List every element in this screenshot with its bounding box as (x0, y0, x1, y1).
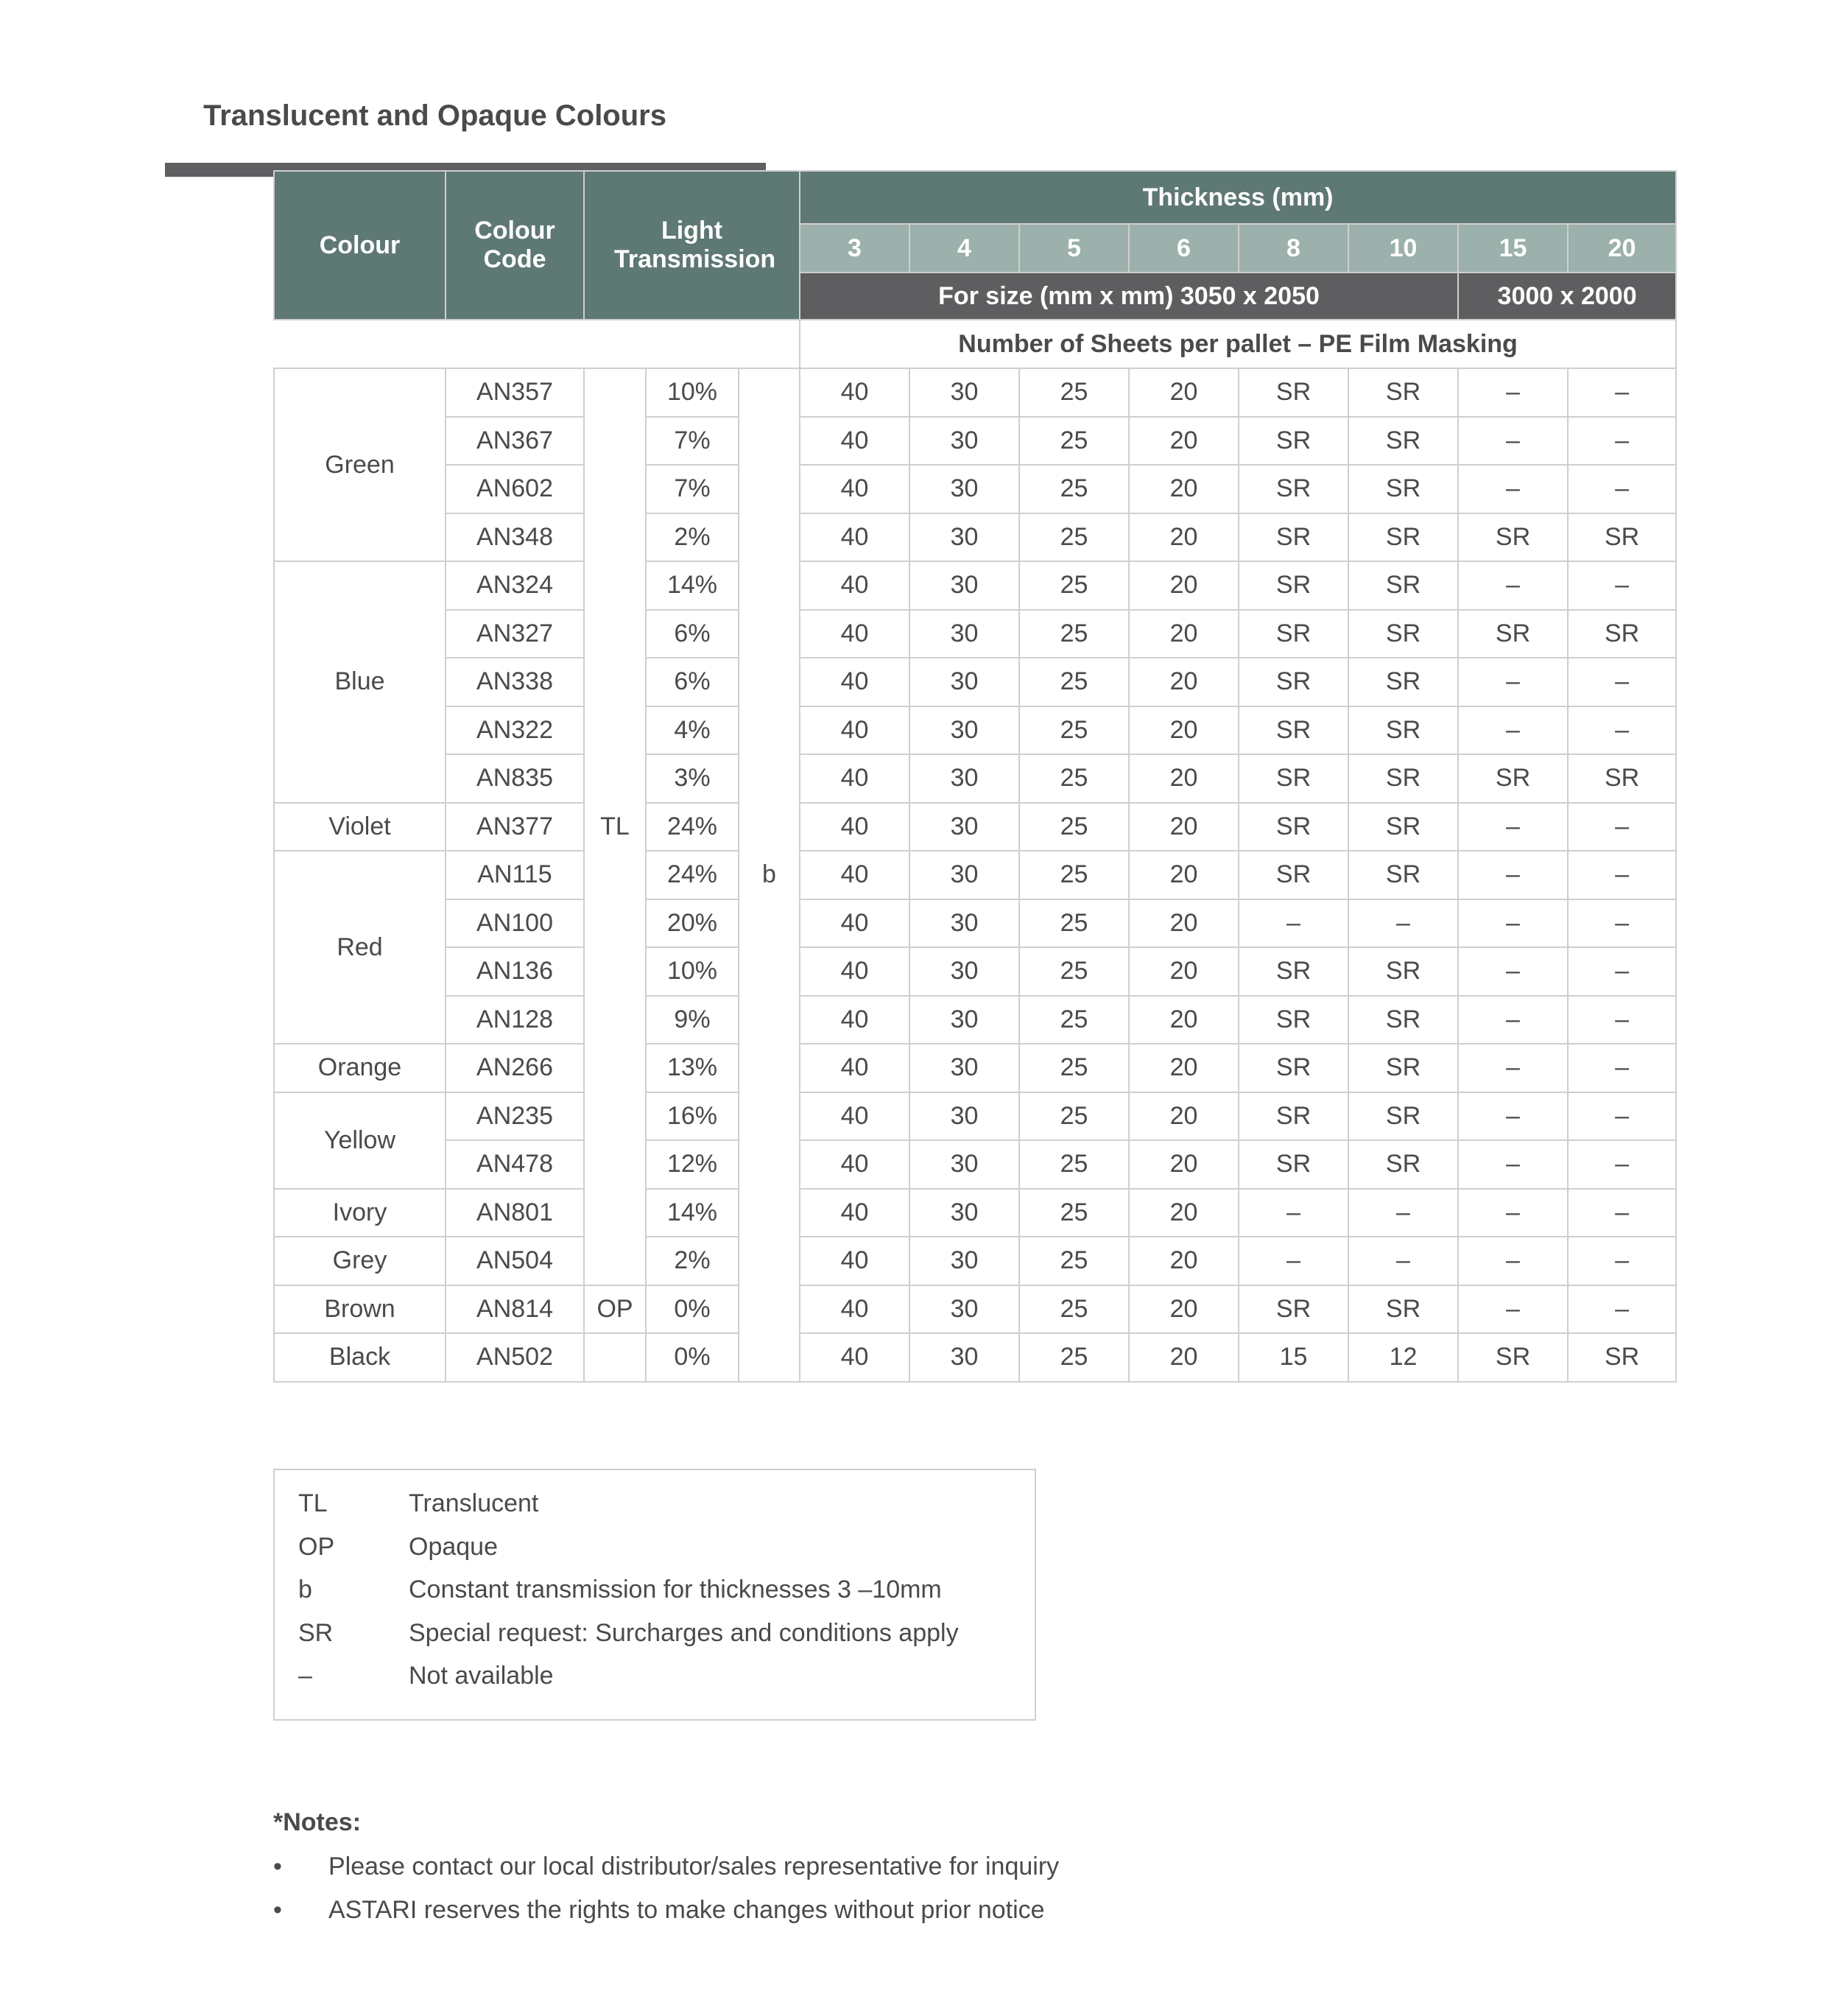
sheets-value-cell: 40 (800, 996, 909, 1044)
sheets-value-cell: SR (1239, 417, 1348, 466)
sheets-value-cell: SR (1458, 610, 1568, 658)
sheets-value-cell: SR (1239, 1092, 1348, 1141)
sheets-value-cell: – (1239, 1237, 1348, 1285)
notes-title: *Notes: (273, 1808, 362, 1836)
colour-code-cell: AN478 (446, 1140, 584, 1189)
sheets-value-cell: – (1458, 851, 1568, 899)
sheets-value-cell: SR (1239, 803, 1348, 851)
thickness-col-8: 8 (1239, 224, 1348, 273)
type-cell-empty (584, 1333, 646, 1382)
light-transmission-cell: 0% (646, 1333, 739, 1382)
table-row (274, 754, 1676, 803)
sheets-value-cell: – (1458, 1189, 1568, 1237)
sheets-value-cell: – (1458, 899, 1568, 948)
sheets-value-cell: SR (1239, 513, 1348, 562)
sheets-value-cell: 20 (1129, 561, 1239, 610)
sheets-value-cell: – (1568, 1285, 1676, 1334)
header-colour: Colour (274, 171, 446, 320)
table-row (274, 1140, 1676, 1189)
table-row (274, 417, 1676, 466)
thickness-col-5: 5 (1019, 224, 1129, 273)
table-row (274, 851, 1676, 899)
sheets-value-cell: 25 (1019, 1237, 1129, 1285)
sheets-value-cell: SR (1239, 658, 1348, 706)
table-row (274, 561, 1676, 610)
sheets-value-cell: – (1458, 1140, 1568, 1189)
legend-desc: Not available (409, 1662, 554, 1690)
header-light-transmission: Light Transmission (584, 171, 800, 320)
legend-row-na (275, 1662, 1035, 1705)
legend-row-op (275, 1533, 1035, 1576)
sheets-value-cell: 30 (909, 658, 1019, 706)
colours-table (273, 170, 1677, 1383)
sheets-value-cell: SR (1348, 1044, 1458, 1092)
size-header-3000x2000: 3000 x 2000 (1458, 273, 1676, 320)
thickness-col-6: 6 (1129, 224, 1239, 273)
sheets-value-cell: 20 (1129, 1189, 1239, 1237)
sheets-value-cell: 30 (909, 947, 1019, 996)
sheets-value-cell: SR (1239, 706, 1348, 755)
sheets-value-cell: 20 (1129, 754, 1239, 803)
sheets-value-cell: – (1458, 996, 1568, 1044)
sheets-per-pallet-header: Number of Sheets per pallet – PE Film Masking (800, 320, 1676, 368)
colour-code-cell: AN128 (446, 996, 584, 1044)
light-transmission-cell: 10% (646, 368, 739, 417)
sheets-value-cell: – (1239, 899, 1348, 948)
sheets-value-cell: – (1458, 465, 1568, 513)
sheets-value-cell: – (1568, 851, 1676, 899)
sheets-value-cell: SR (1348, 996, 1458, 1044)
sheets-value-cell: 20 (1129, 1092, 1239, 1141)
header-colour-code: Colour Code (446, 171, 584, 320)
sheets-value-cell: SR (1239, 996, 1348, 1044)
sheets-value-cell: 30 (909, 899, 1019, 948)
sheets-value-cell: 40 (800, 851, 909, 899)
sheets-value-cell: – (1458, 561, 1568, 610)
sheets-value-cell: 40 (800, 610, 909, 658)
colour-code-cell: AN322 (446, 706, 584, 755)
sheets-value-cell: – (1568, 368, 1676, 417)
sheets-value-cell: 25 (1019, 1333, 1129, 1382)
sheets-value-cell: – (1568, 465, 1676, 513)
sheets-value-cell: 25 (1019, 561, 1129, 610)
sheets-value-cell: SR (1348, 658, 1458, 706)
sheets-value-cell: 40 (800, 899, 909, 948)
sheets-value-cell: 30 (909, 610, 1019, 658)
sheets-value-cell: SR (1239, 851, 1348, 899)
colour-name-cell: Orange (274, 1044, 446, 1092)
colour-name-cell: Ivory (274, 1189, 446, 1237)
sheets-value-cell: – (1568, 561, 1676, 610)
table-row (274, 1333, 1676, 1382)
sheets-value-cell: SR (1458, 1333, 1568, 1382)
sheets-value-cell: – (1458, 417, 1568, 466)
sheets-value-cell: 40 (800, 1044, 909, 1092)
sheets-value-cell: – (1239, 1189, 1348, 1237)
sheets-value-cell: 20 (1129, 1140, 1239, 1189)
sheets-value-cell: 40 (800, 561, 909, 610)
sheets-value-cell: SR (1348, 851, 1458, 899)
colour-name-cell: Green (274, 368, 446, 561)
sheets-value-cell: SR (1348, 368, 1458, 417)
sheets-value-cell: 25 (1019, 803, 1129, 851)
sheets-value-cell: – (1348, 1237, 1458, 1285)
sheets-value-cell: – (1458, 1092, 1568, 1141)
sheets-value-cell: – (1568, 1189, 1676, 1237)
table-row (274, 899, 1676, 948)
legend-desc: Constant transmission for thicknesses 3 –10mm (409, 1576, 942, 1604)
light-transmission-cell: 9% (646, 996, 739, 1044)
sheets-value-cell: 40 (800, 1189, 909, 1237)
sheets-value-cell: SR (1348, 513, 1458, 562)
thickness-col-3: 3 (800, 224, 909, 273)
sheets-value-cell: 40 (800, 513, 909, 562)
light-transmission-cell: 12% (646, 1140, 739, 1189)
sheets-value-cell: – (1458, 1285, 1568, 1334)
sheets-value-cell: 40 (800, 417, 909, 466)
sheets-value-cell: – (1458, 368, 1568, 417)
legend-row-tl (275, 1489, 1035, 1533)
light-transmission-cell: 4% (646, 706, 739, 755)
constant-transmission-cell: b (739, 368, 800, 1382)
legend-box (273, 1469, 1036, 1721)
type-cell-opaque: OP (584, 1285, 646, 1334)
light-transmission-cell: 13% (646, 1044, 739, 1092)
sheets-value-cell: – (1568, 1092, 1676, 1141)
table-row (274, 1092, 1676, 1141)
sheets-value-cell: 25 (1019, 417, 1129, 466)
sheets-value-cell: 20 (1129, 996, 1239, 1044)
sheets-value-cell: 25 (1019, 1285, 1129, 1334)
sheets-value-cell: 20 (1129, 513, 1239, 562)
colour-code-cell: AN502 (446, 1333, 584, 1382)
sheets-value-cell: 25 (1019, 1092, 1129, 1141)
colour-code-cell: AN377 (446, 803, 584, 851)
sheets-value-cell: 30 (909, 368, 1019, 417)
light-transmission-cell: 0% (646, 1285, 739, 1334)
sheets-value-cell: SR (1568, 1333, 1676, 1382)
colour-code-cell: AN504 (446, 1237, 584, 1285)
colour-code-cell: AN136 (446, 947, 584, 996)
sheets-value-cell: 30 (909, 1189, 1019, 1237)
sheets-value-cell: SR (1239, 947, 1348, 996)
colour-name-cell: Black (274, 1333, 446, 1382)
sheets-value-cell: 40 (800, 1333, 909, 1382)
sheets-value-cell: 20 (1129, 417, 1239, 466)
sheets-value-cell: 30 (909, 706, 1019, 755)
sheets-value-cell: 40 (800, 1285, 909, 1334)
sheets-value-cell: SR (1239, 610, 1348, 658)
sheets-value-cell: 30 (909, 1237, 1019, 1285)
table-row (274, 610, 1676, 658)
colour-name-cell: Red (274, 851, 446, 1044)
colour-code-cell: AN348 (446, 513, 584, 562)
sheets-value-cell: SR (1239, 754, 1348, 803)
sheets-value-cell: 30 (909, 754, 1019, 803)
sheets-value-cell: 25 (1019, 947, 1129, 996)
sheets-value-cell: 15 (1239, 1333, 1348, 1382)
light-transmission-cell: 7% (646, 417, 739, 466)
sheets-value-cell: 40 (800, 754, 909, 803)
sheets-value-cell: SR (1568, 754, 1676, 803)
thickness-col-10: 10 (1348, 224, 1458, 273)
table-row (274, 1285, 1676, 1334)
colour-code-cell: AN357 (446, 368, 584, 417)
sheets-value-cell: – (1568, 1044, 1676, 1092)
sheets-value-cell: SR (1348, 1092, 1458, 1141)
sheets-value-cell: SR (1239, 1285, 1348, 1334)
colour-code-cell: AN801 (446, 1189, 584, 1237)
sheets-value-cell: SR (1348, 1140, 1458, 1189)
sheets-value-cell: SR (1348, 417, 1458, 466)
sheets-value-cell: SR (1239, 1140, 1348, 1189)
sheets-value-cell: 30 (909, 1092, 1019, 1141)
colour-code-cell: AN100 (446, 899, 584, 948)
table-row (274, 1189, 1676, 1237)
type-cell-translucent: TL (584, 368, 646, 1285)
colour-name-cell: Brown (274, 1285, 446, 1334)
thickness-col-15: 15 (1458, 224, 1568, 273)
sheets-value-cell: – (1458, 947, 1568, 996)
legend-desc: Opaque (409, 1532, 498, 1561)
legend-key: TL (298, 1489, 328, 1517)
header-thickness: Thickness (mm) (800, 171, 1676, 224)
light-transmission-cell: 6% (646, 658, 739, 706)
sheets-value-cell: 30 (909, 1333, 1019, 1382)
table-row (274, 947, 1676, 996)
sheets-value-cell: 25 (1019, 610, 1129, 658)
sheets-value-cell: – (1568, 417, 1676, 466)
colour-code-cell: AN367 (446, 417, 584, 466)
table-row (274, 513, 1676, 562)
light-transmission-cell: 24% (646, 803, 739, 851)
sheets-value-cell: – (1568, 899, 1676, 948)
legend-desc: Translucent (409, 1489, 539, 1517)
light-transmission-cell: 10% (646, 947, 739, 996)
light-transmission-cell: 20% (646, 899, 739, 948)
sheets-value-cell: 40 (800, 706, 909, 755)
legend-key: OP (298, 1532, 335, 1561)
table-row (274, 1044, 1676, 1092)
sheets-value-cell: 20 (1129, 1333, 1239, 1382)
sheets-value-cell: SR (1568, 513, 1676, 562)
sheets-value-cell: – (1348, 1189, 1458, 1237)
colour-code-cell: AN338 (446, 658, 584, 706)
sheets-value-cell: 20 (1129, 1237, 1239, 1285)
legend-key: SR (298, 1618, 334, 1647)
sheets-value-cell: 20 (1129, 899, 1239, 948)
light-transmission-cell: 24% (646, 851, 739, 899)
legend-desc: Special request: Surcharges and conditions apply (409, 1618, 959, 1647)
sheets-value-cell: 20 (1129, 1285, 1239, 1334)
size-header-3050x2050: For size (mm x mm) 3050 x 2050 (800, 273, 1458, 320)
light-transmission-cell: 16% (646, 1092, 739, 1141)
colour-code-cell: AN324 (446, 561, 584, 610)
sheets-value-cell: 30 (909, 513, 1019, 562)
legend-key: b (298, 1576, 312, 1604)
sheets-value-cell: 40 (800, 1140, 909, 1189)
sheets-value-cell: SR (1348, 610, 1458, 658)
sheets-value-cell: SR (1348, 803, 1458, 851)
sheets-value-cell: – (1568, 803, 1676, 851)
colour-name-cell: Blue (274, 561, 446, 803)
sheets-value-cell: 20 (1129, 658, 1239, 706)
sheets-value-cell: SR (1568, 610, 1676, 658)
bullet-icon: • (273, 1896, 282, 1924)
table-row (274, 465, 1676, 513)
colour-code-cell: AN266 (446, 1044, 584, 1092)
colour-code-cell: AN327 (446, 610, 584, 658)
sheets-value-cell: 40 (800, 658, 909, 706)
legend-row-sr (275, 1619, 1035, 1662)
sheets-value-cell: 25 (1019, 658, 1129, 706)
sheets-value-cell: 25 (1019, 754, 1129, 803)
light-transmission-cell: 2% (646, 513, 739, 562)
sheets-value-cell: 40 (800, 803, 909, 851)
sheets-value-cell: 20 (1129, 368, 1239, 417)
sheets-value-cell: 30 (909, 561, 1019, 610)
sheets-value-cell: 25 (1019, 899, 1129, 948)
table-row (274, 706, 1676, 755)
sheets-value-cell: – (1458, 803, 1568, 851)
colour-code-cell: AN235 (446, 1092, 584, 1141)
sheets-value-cell: 30 (909, 417, 1019, 466)
legend-row-b (275, 1576, 1035, 1619)
colour-name-cell: Grey (274, 1237, 446, 1285)
page-title: Translucent and Opaque Colours (203, 99, 666, 132)
sheets-value-cell: SR (1458, 754, 1568, 803)
colour-code-cell: AN814 (446, 1285, 584, 1334)
sheets-value-cell: – (1458, 706, 1568, 755)
thickness-col-4: 4 (909, 224, 1019, 273)
sheets-value-cell: SR (1348, 947, 1458, 996)
sheets-value-cell: – (1348, 899, 1458, 948)
sheets-value-cell: 20 (1129, 803, 1239, 851)
note-text: Please contact our local distributor/sales representative for inquiry (328, 1852, 1060, 1880)
sheets-value-cell: SR (1348, 561, 1458, 610)
colour-code-cell: AN115 (446, 851, 584, 899)
sheets-value-cell: 40 (800, 368, 909, 417)
table-row (274, 803, 1676, 851)
sheets-value-cell: 25 (1019, 513, 1129, 562)
sheets-value-cell: SR (1348, 754, 1458, 803)
sheets-value-cell: 25 (1019, 368, 1129, 417)
light-transmission-cell: 14% (646, 1189, 739, 1237)
colour-name-cell: Violet (274, 803, 446, 851)
sheets-value-cell: SR (1239, 561, 1348, 610)
sheets-value-cell: 25 (1019, 996, 1129, 1044)
sheets-value-cell: – (1458, 1044, 1568, 1092)
light-transmission-cell: 14% (646, 561, 739, 610)
table-row (274, 996, 1676, 1044)
sheets-value-cell: SR (1239, 465, 1348, 513)
sheets-value-cell: 20 (1129, 851, 1239, 899)
sheets-value-cell: – (1568, 706, 1676, 755)
colour-code-cell: AN602 (446, 465, 584, 513)
sheets-value-cell: 25 (1019, 1140, 1129, 1189)
sheets-value-cell: 30 (909, 996, 1019, 1044)
sheets-value-cell: 20 (1129, 706, 1239, 755)
sheets-value-cell: SR (1348, 465, 1458, 513)
sheets-value-cell: 40 (800, 465, 909, 513)
sheets-value-cell: 20 (1129, 465, 1239, 513)
thickness-col-20: 20 (1568, 224, 1676, 273)
sheets-value-cell: 30 (909, 803, 1019, 851)
sheets-value-cell: – (1568, 1237, 1676, 1285)
sheets-value-cell: 12 (1348, 1333, 1458, 1382)
sheets-value-cell: 25 (1019, 851, 1129, 899)
sheets-value-cell: 20 (1129, 610, 1239, 658)
sheets-value-cell: – (1568, 947, 1676, 996)
sheets-value-cell: 40 (800, 1237, 909, 1285)
light-transmission-cell: 6% (646, 610, 739, 658)
sheets-value-cell: – (1568, 996, 1676, 1044)
sheets-value-cell: 25 (1019, 1044, 1129, 1092)
bullet-icon: • (273, 1852, 282, 1880)
sheets-value-cell: – (1458, 658, 1568, 706)
legend-key: – (298, 1662, 312, 1690)
note-text: ASTARI reserves the rights to make changes without prior notice (328, 1896, 1045, 1924)
light-transmission-cell: 3% (646, 754, 739, 803)
table-row (274, 1237, 1676, 1285)
sheets-value-cell: 40 (800, 1092, 909, 1141)
sheets-value-cell: 30 (909, 1044, 1019, 1092)
table-row (274, 658, 1676, 706)
header-spacer (274, 320, 800, 368)
sheets-value-cell: 20 (1129, 1044, 1239, 1092)
table-row (274, 368, 1676, 417)
sheets-value-cell: SR (1239, 1044, 1348, 1092)
sheets-value-cell: 20 (1129, 947, 1239, 996)
sheets-value-cell: 25 (1019, 465, 1129, 513)
sheets-value-cell: SR (1239, 368, 1348, 417)
sheets-value-cell: SR (1348, 1285, 1458, 1334)
sheets-value-cell: – (1568, 658, 1676, 706)
sheets-value-cell: 25 (1019, 1189, 1129, 1237)
colour-code-cell: AN835 (446, 754, 584, 803)
sheets-value-cell: SR (1348, 706, 1458, 755)
sheets-value-cell: 30 (909, 465, 1019, 513)
sheets-value-cell: 25 (1019, 706, 1129, 755)
sheets-value-cell: 30 (909, 851, 1019, 899)
sheets-value-cell: 40 (800, 947, 909, 996)
sheets-value-cell: SR (1458, 513, 1568, 562)
sheets-value-cell: 30 (909, 1285, 1019, 1334)
light-transmission-cell: 7% (646, 465, 739, 513)
table-body (274, 368, 1676, 1382)
sheets-value-cell: 30 (909, 1140, 1019, 1189)
colour-name-cell: Yellow (274, 1092, 446, 1189)
light-transmission-cell: 2% (646, 1237, 739, 1285)
sheets-value-cell: – (1458, 1237, 1568, 1285)
sheets-value-cell: – (1568, 1140, 1676, 1189)
